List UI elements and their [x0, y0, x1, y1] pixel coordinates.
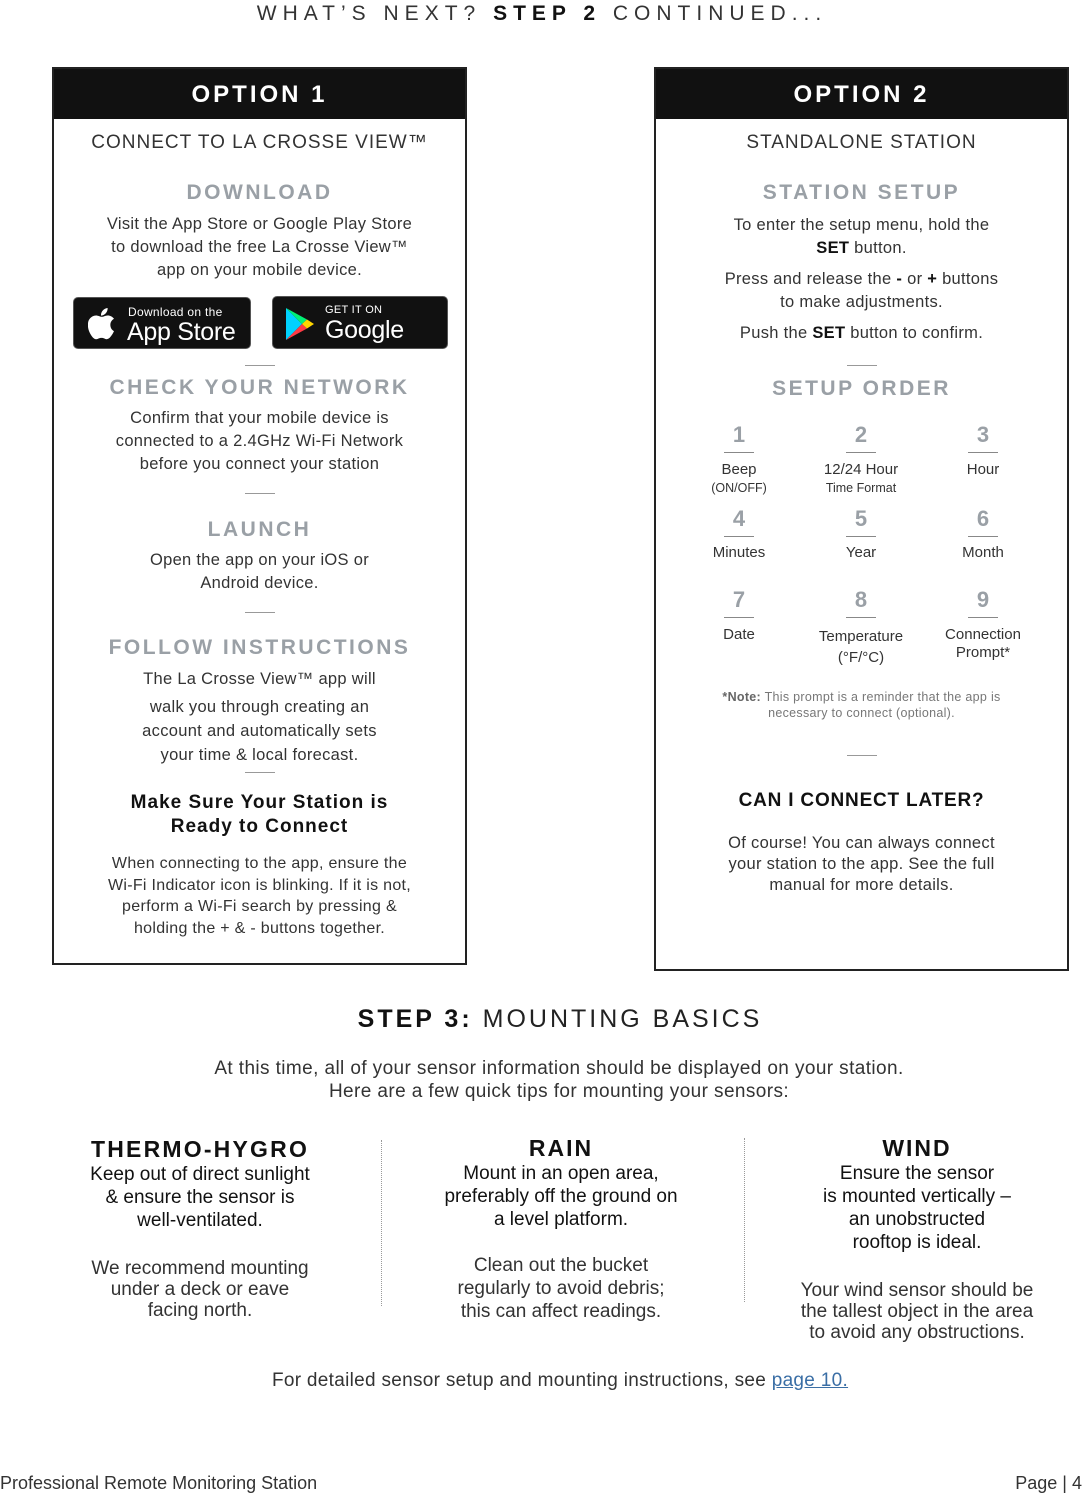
app-store-badge[interactable] — [73, 297, 251, 349]
order-rule — [846, 617, 876, 618]
station-setup-heading: STATION SETUP — [762, 181, 961, 204]
order-label: Connection Prompt* — [945, 626, 1021, 661]
app-store-big: App Store — [127, 318, 236, 346]
google-play-badge[interactable] — [272, 296, 448, 373]
order-label: Minutes — [712, 544, 766, 561]
order-label: Beep (ON/OFF) — [711, 461, 767, 495]
ready-heading: Make Sure Your Station is Ready to Connect — [130, 792, 389, 837]
divider — [245, 365, 275, 366]
order-number: 6 — [976, 506, 990, 531]
order-rule — [846, 452, 876, 453]
order-rule — [724, 617, 754, 618]
order-rule — [724, 452, 754, 453]
page-10-link[interactable]: page 10. — [771, 1370, 849, 1391]
setup-note: *Note: This prompt is a reminder that the app is necessary to connect (optional). — [722, 690, 1001, 720]
step3-title: STEP 3: MOUNTING BASICS — [357, 1005, 763, 1033]
order-label: Hour — [966, 461, 1000, 478]
wind-tip: Ensure the sensor is mounted vertically – an unobstructed rooftop is ideal. — [823, 1163, 1011, 1253]
title-step: STEP 2 — [493, 2, 602, 25]
thermo-hygro-body: We recommend mounting under a deck or eave facing north. — [91, 1258, 309, 1321]
title-post: CONTINUED... — [612, 2, 828, 25]
setup-order-heading: SETUP ORDER — [772, 377, 951, 400]
footer-left: Professional Remote Monitoring Station — [0, 1473, 318, 1493]
title-pre: WHAT’S NEXT? — [256, 2, 482, 25]
divider — [245, 493, 275, 494]
divider — [245, 772, 275, 773]
launch-heading: LAUNCH — [207, 518, 312, 541]
order-label: Year — [845, 544, 877, 561]
order-number: 9 — [976, 587, 990, 612]
network-heading: CHECK YOUR NETWORK — [109, 376, 410, 399]
connect-later-heading: CAN I CONNECT LATER? — [738, 790, 985, 811]
option1-panel — [52, 67, 467, 965]
column-divider — [744, 1138, 745, 1302]
rain-tip: Mount in an open area, preferably off the ground on a level platform. — [444, 1163, 678, 1230]
order-rule — [724, 536, 754, 537]
download-body: Visit the App Store or Google Play Store to download the free La Crosse View™ app on your mobile device. — [106, 215, 413, 279]
follow-body: The La Crosse View™ app will walk you through creating an account and automatically sets your time & local forecast. — [142, 670, 377, 764]
download-heading: DOWNLOAD — [186, 181, 333, 204]
order-label: Month — [962, 544, 1004, 561]
apple-icon — [88, 308, 116, 340]
order-label: Temperature (°F/°C) — [818, 628, 904, 666]
order-number: 3 — [976, 422, 990, 447]
option2-subtitle: STANDALONE STATION — [746, 132, 977, 153]
order-rule — [968, 617, 998, 618]
thermo-hygro-heading: THERMO-HYGRO — [90, 1136, 310, 1162]
detailed-instructions: For detailed sensor setup and mounting instructions, see page 10. — [271, 1370, 849, 1391]
option2-panel — [654, 67, 1069, 971]
launch-body: Open the app on your iOS or Android device. — [149, 551, 370, 592]
order-rule — [846, 536, 876, 537]
divider — [847, 755, 877, 756]
play-icon — [285, 307, 315, 341]
order-number: 5 — [854, 506, 868, 531]
google-play-small: GET IT ON — [325, 304, 383, 316]
option1-subtitle: CONNECT TO LA CROSSE VIEW™ — [91, 132, 428, 153]
connect-later-body: Of course! You can always connect your station to the app. See the full manual for more details. — [728, 834, 995, 894]
order-number: 8 — [854, 587, 868, 612]
page-title — [0, 2, 1084, 26]
google-play-big: Google Play — [325, 316, 404, 373]
thermo-hygro-tip: Keep out of direct sunlight & ensure the sensor is well-ventilated. — [90, 1164, 310, 1231]
option1-heading: OPTION 1 — [54, 69, 465, 119]
order-number: 1 — [732, 422, 746, 447]
order-number: 7 — [732, 587, 746, 612]
footer-right: Page | 4 — [1015, 1473, 1082, 1493]
order-label: Date — [723, 626, 755, 643]
option2-heading: OPTION 2 — [656, 69, 1067, 119]
wind-body: Your wind sensor should be the tallest object in the area to avoid any obstructions. — [800, 1280, 1034, 1343]
network-body: Confirm that your mobile device is connected to a 2.4GHz Wi-Fi Network before you connect your station — [115, 409, 404, 473]
rain-heading: RAIN — [528, 1135, 594, 1161]
wind-heading: WIND — [882, 1135, 952, 1161]
divider — [245, 612, 275, 613]
ready-body: When connecting to the app, ensure the Wi-Fi Indicator icon is blinking. If it is not, perform a Wi-Fi search by pressing & holding the + & - buttons together. — [107, 855, 412, 937]
divider — [847, 365, 877, 366]
order-number: 2 — [854, 422, 868, 447]
order-rule — [968, 536, 998, 537]
step3-intro: At this time, all of your sensor information should be displayed on your station. Here are a few quick tips for mounting your sensors: — [214, 1058, 904, 1102]
app-store-small: Download on the — [128, 305, 223, 319]
order-rule — [968, 452, 998, 453]
order-label: 12/24 Hour Time Format — [823, 461, 899, 495]
column-divider — [381, 1140, 382, 1306]
station-setup-body: To enter the setup menu, hold the SET button. Press and release the - or + buttons to make adjustments. Push the SET button to confirm. — [724, 216, 999, 342]
follow-heading: FOLLOW INSTRUCTIONS — [108, 636, 411, 659]
rain-body: Clean out the bucket regularly to avoid debris; this can affect readings. — [457, 1255, 665, 1322]
order-number: 4 — [732, 506, 746, 531]
